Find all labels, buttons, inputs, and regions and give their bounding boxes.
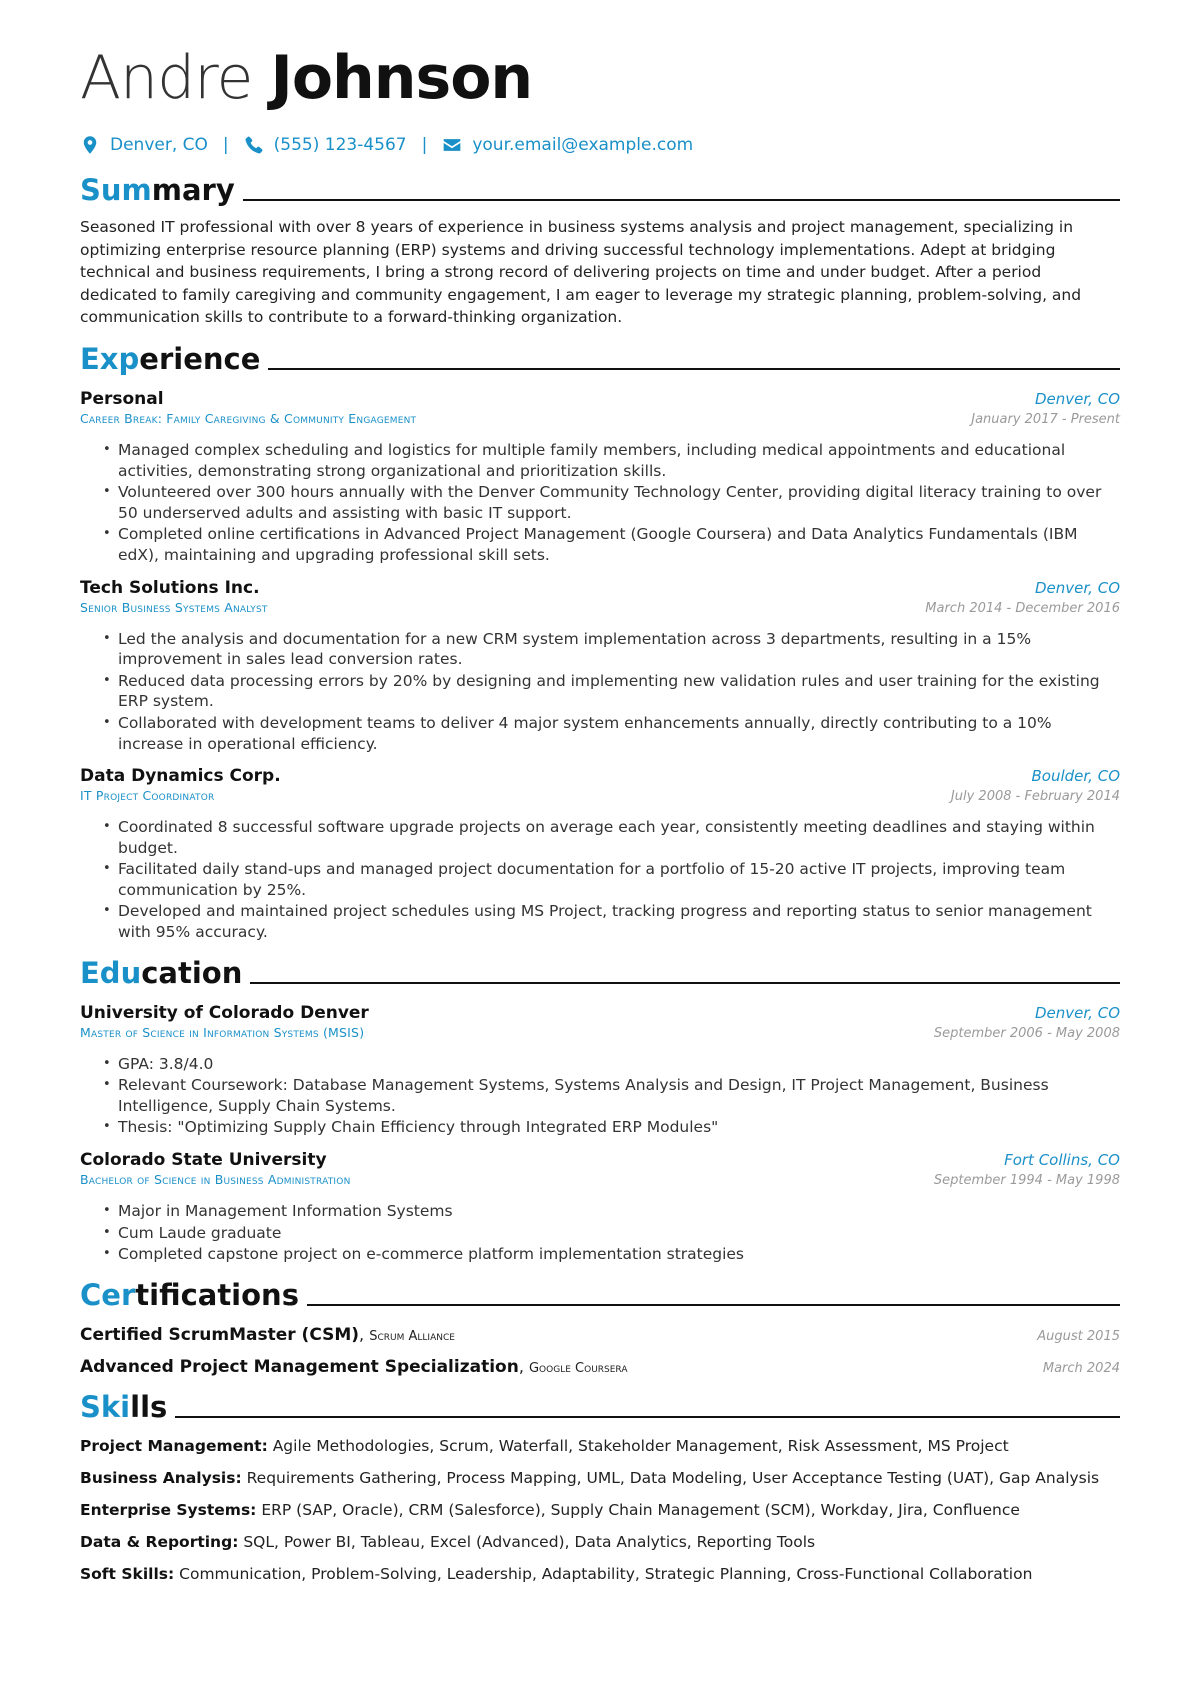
skill-row [80, 1499, 1120, 1521]
job-title: Career Break: Family Caregiving & Community Engagement [80, 410, 417, 426]
heading-rest: erience [139, 341, 261, 376]
section-education-heading [80, 951, 1120, 991]
resume-content [80, 38, 1120, 1585]
skill-values: Agile Methodologies, Scrum, Waterfall, Stakeholder Management, Risk Assessment, MS Project [272, 1436, 1009, 1455]
employer: Tech Solutions Inc. [80, 577, 260, 598]
skill-values: Requirements Gathering, Process Mapping, UML, Data Modeling, User Acceptance Testing (UAT), Gap Analysis [246, 1468, 1100, 1487]
certification-name: Certified ScrumMaster (CSM) [80, 1324, 360, 1345]
employer: Personal [80, 388, 164, 409]
last-name: Johnson [270, 43, 533, 113]
heading-rule [307, 1304, 1120, 1306]
bullet-list [80, 1054, 1120, 1138]
list-item: • Coordinated 8 successful software upgrade projects on average each year, consistently meeting deadlines and staying within budget. [118, 817, 1120, 858]
envelope-icon [442, 135, 462, 155]
heading-rule [175, 1416, 1120, 1418]
certification-issuer: Google Coursera [528, 1360, 628, 1376]
heading-rule [243, 199, 1120, 201]
contact-separator: | [421, 135, 428, 155]
heading-accent: Ski [80, 1389, 131, 1424]
list-item: • Facilitated daily stand-ups and managed project documentation for a portfolio of 15-20 active IT projects, improving team communication by 25%. [118, 859, 1120, 900]
skill-category: Data & Reporting: [80, 1532, 239, 1551]
skill-category: Business Analysis: [80, 1468, 242, 1487]
contact-bar [80, 130, 1120, 160]
education-entry [80, 1150, 1120, 1265]
experience-entry [80, 766, 1120, 943]
certification-issuer: Scrum Alliance [369, 1328, 455, 1344]
heading-rule [250, 982, 1120, 984]
heading-accent: Cer [80, 1277, 136, 1312]
bullet-list [80, 440, 1120, 566]
list-item: • Major in Management Information Systems [118, 1201, 1120, 1222]
phone-text: (555) 123-4567 [273, 135, 407, 155]
list-item: • Developed and maintained project schedules using MS Project, tracking progress and reporting status to senior management with 95% accuracy. [118, 901, 1120, 942]
skill-row [80, 1563, 1120, 1585]
certification-date: March 2024 [1042, 1360, 1120, 1376]
list-item: • Reduced data processing errors by 20% by designing and implementing new validation rules and user training for the existing ERP system. [118, 671, 1120, 712]
list-item: • GPA: 3.8/4.0 [118, 1054, 1120, 1075]
bullet-list [80, 1201, 1120, 1265]
certification-entry: Certified ScrumMaster (CSM), Scrum Alliance August 2015 [80, 1324, 1120, 1345]
list-item: • Thesis: "Optimizing Supply Chain Efficiency through Integrated ERP Modules" [118, 1117, 1120, 1138]
experience-entry [80, 389, 1120, 566]
job-title: IT Project Coordinator [80, 788, 215, 804]
list-item: • Volunteered over 300 hours annually with the Denver Community Technology Center, providing digital literacy training to over 50 underserved adults and assisting with basic IT support. [118, 482, 1120, 523]
entry-date: September 1994 - May 1998 [933, 1173, 1120, 1189]
employer: Data Dynamics Corp. [80, 766, 281, 787]
school: Colorado State University [80, 1150, 327, 1171]
phone-icon [244, 135, 264, 155]
list-item: • Managed complex scheduling and logistics for multiple family members, including medical appointments and educational activities, demonstrating strong organizational and prioritization skills. [118, 440, 1120, 481]
skill-category: Soft Skills: [80, 1564, 175, 1583]
entry-location: Boulder, CO [1031, 767, 1120, 786]
heading-rest: mary [151, 173, 235, 207]
section-experience-heading [80, 337, 1120, 377]
email-link[interactable]: your.email@example.com [472, 135, 694, 155]
list-item: • Relevant Coursework: Database Management Systems, Systems Analysis and Design, IT Project Management, Business Intelligence, Supply Chain Systems. [118, 1075, 1120, 1116]
skill-values: SQL, Power BI, Tableau, Excel (Advanced), Data Analytics, Reporting Tools [243, 1532, 816, 1551]
certification-entry: Advanced Project Management Specialization, Google Coursera March 2024 [80, 1356, 1120, 1377]
skill-values: Communication, Problem-Solving, Leadership, Adaptability, Strategic Planning, Cross-Functional Collaboration [179, 1564, 1033, 1583]
bullet-list [80, 629, 1120, 755]
first-name: Andre [80, 43, 253, 113]
heading-rest: tifications [135, 1277, 299, 1312]
heading-accent: Sum [80, 173, 152, 207]
degree: Bachelor of Science in Business Administration [80, 1172, 351, 1188]
heading-rule [268, 368, 1120, 370]
entry-location: Fort Collins, CO [1004, 1151, 1120, 1170]
section-certifications-heading [80, 1273, 1120, 1313]
skill-category: Enterprise Systems: [80, 1500, 257, 1519]
section-summary-heading [80, 168, 1120, 208]
section-skills-heading [80, 1385, 1120, 1425]
list-item: • Led the analysis and documentation for a new CRM system implementation across 3 departments, resulting in a 15% improvement in sales lead conversion rates. [118, 629, 1120, 670]
education-entry [80, 1003, 1120, 1138]
list-item: • Completed capstone project on e-commerce platform implementation strategies [118, 1244, 1120, 1265]
degree: Master of Science in Information Systems (MSIS) [80, 1024, 365, 1040]
skill-category: Project Management: [80, 1436, 268, 1455]
contact-separator: | [222, 135, 229, 155]
skill-row [80, 1435, 1120, 1457]
school: University of Colorado Denver [80, 1002, 369, 1023]
skill-row [80, 1531, 1120, 1553]
experience-entry [80, 578, 1120, 755]
summary-text: Seasoned IT professional with over 8 years of experience in business systems analysis and project management, specializing in optimizing enterprise resource planning (ERP) systems and driving successful technology implementations. Adept at bridging technical and business requirements, I bring a strong record of delivering projects on time and under budget. After a period dedicated to family caregiving and community engagement, I am eager to leverage my strategic planning, problem-solving, and communication skills to contribute to a forward-thinking organization. [80, 218, 1082, 327]
entry-location: Denver, CO [1035, 578, 1120, 597]
list-item: • Cum Laude graduate [118, 1223, 1120, 1244]
entry-date: January 2017 - Present [971, 411, 1120, 427]
list-item: • Collaborated with development teams to deliver 4 major system enhancements annually, directly contributing to a 10% increase in operational efficiency. [118, 713, 1120, 754]
entry-date: July 2008 - February 2014 [950, 789, 1120, 805]
certification-name: Advanced Project Management Specialization [80, 1356, 519, 1377]
heading-rest: cation [141, 955, 243, 990]
bullet-list [80, 817, 1120, 943]
list-item: • Completed online certifications in Advanced Project Management (Google Coursera) and Data Analytics Fundamentals (IBM edX), maintaining and upgrading professional skill sets. [118, 524, 1120, 565]
entry-date: March 2014 - December 2016 [925, 600, 1120, 616]
entry-location: Denver, CO [1035, 389, 1120, 408]
heading-accent: Exp [80, 341, 140, 376]
heading-accent: Edu [80, 955, 142, 990]
entry-date: September 2006 - May 2008 [933, 1025, 1120, 1041]
location-text: Denver, CO [110, 135, 208, 155]
candidate-name [80, 38, 1120, 118]
skill-values: ERP (SAP, Oracle), CRM (Salesforce), Supply Chain Management (SCM), Workday, Jira, Confluence [261, 1500, 1020, 1519]
skill-row [80, 1467, 1120, 1489]
entry-location: Denver, CO [1035, 1003, 1120, 1022]
map-pin-icon [80, 135, 100, 155]
heading-rest: lls [130, 1389, 168, 1424]
job-title: Senior Business Systems Analyst [80, 599, 268, 615]
certification-date: August 2015 [1037, 1328, 1120, 1344]
